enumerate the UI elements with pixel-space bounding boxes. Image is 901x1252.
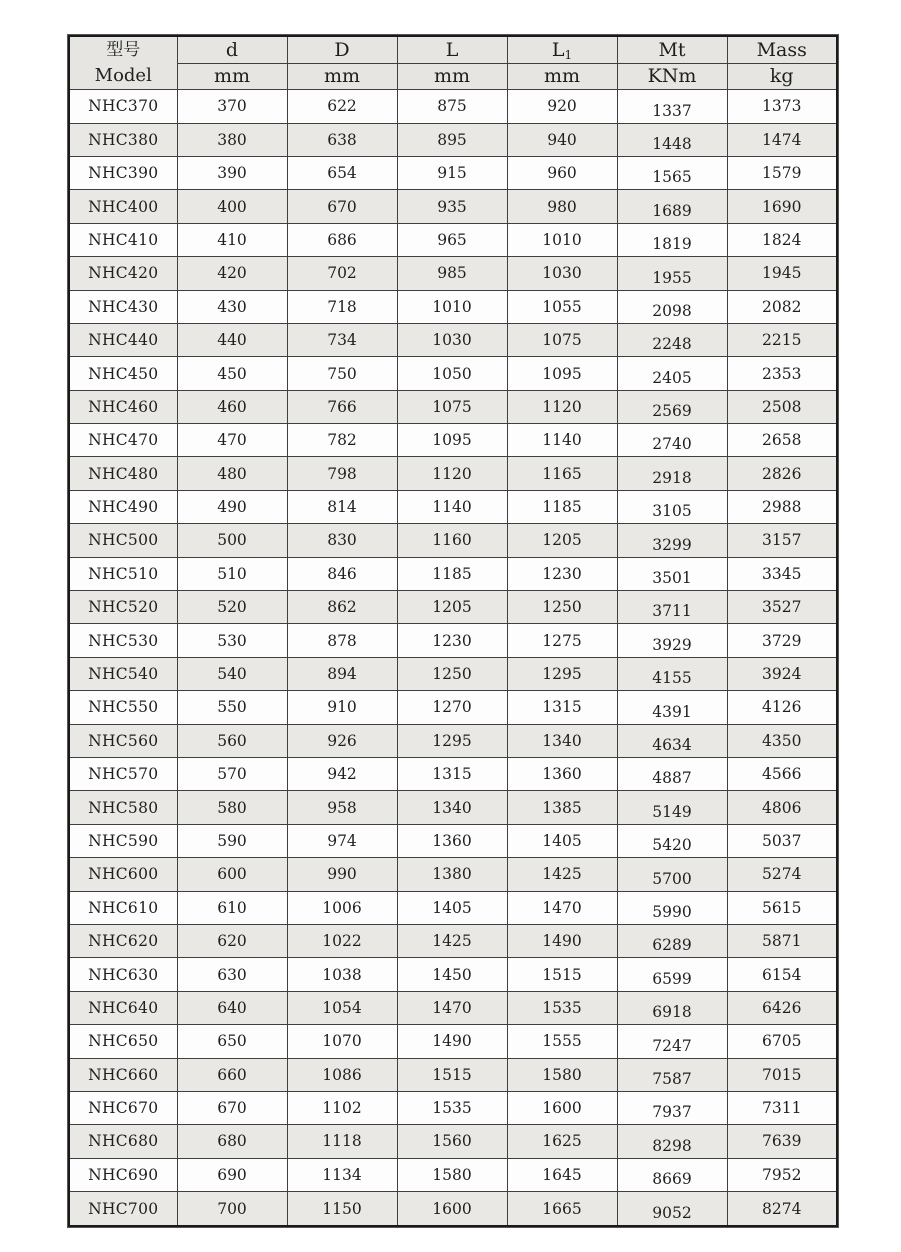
column-header-l1: $L_1$ xyxy=(507,36,617,63)
cell-mass: 2658 xyxy=(727,424,837,457)
cell-d: 450 xyxy=(177,357,287,390)
cell-mass: 7639 xyxy=(727,1125,837,1158)
cell-d: 540 xyxy=(177,657,287,690)
cell-mass: 6154 xyxy=(727,958,837,991)
cell-mt: 3105 xyxy=(617,490,727,523)
cell-mt: 7247 xyxy=(617,1025,727,1058)
cell-d-cap: 750 xyxy=(287,357,397,390)
cell-mass: 2215 xyxy=(727,323,837,356)
cell-model: NHC570 xyxy=(69,758,177,791)
cell-l1: 1030 xyxy=(507,257,617,290)
cell-mass: 5871 xyxy=(727,924,837,957)
cell-l1: 1555 xyxy=(507,1025,617,1058)
cell-model: NHC580 xyxy=(69,791,177,824)
cell-mass: 5615 xyxy=(727,891,837,924)
cell-model: NHC600 xyxy=(69,858,177,891)
cell-l: 1140 xyxy=(397,490,507,523)
cell-l1: 1470 xyxy=(507,891,617,924)
column-unit-d: mm xyxy=(177,63,287,90)
table-row xyxy=(69,357,837,390)
cell-mass: 2826 xyxy=(727,457,837,490)
cell-l1: 1645 xyxy=(507,1158,617,1191)
cell-mass: 1945 xyxy=(727,257,837,290)
cell-mt: 7587 xyxy=(617,1058,727,1091)
cell-model: NHC680 xyxy=(69,1125,177,1158)
cell-d: 600 xyxy=(177,858,287,891)
cell-l1: 1250 xyxy=(507,591,617,624)
cell-d-cap: 1134 xyxy=(287,1158,397,1191)
table-row xyxy=(69,524,837,557)
cell-l1: 1140 xyxy=(507,424,617,457)
table-row xyxy=(69,824,837,857)
cell-d-cap: 1070 xyxy=(287,1025,397,1058)
cell-mass: 6705 xyxy=(727,1025,837,1058)
cell-mass: 3527 xyxy=(727,591,837,624)
cell-mt: 6918 xyxy=(617,991,727,1024)
cell-l: 1340 xyxy=(397,791,507,824)
table-row xyxy=(69,1058,837,1091)
cell-l1: 1360 xyxy=(507,758,617,791)
cell-d-cap: 766 xyxy=(287,390,397,423)
cell-d-cap: 942 xyxy=(287,758,397,791)
cell-d: 400 xyxy=(177,190,287,223)
cell-mt: 2248 xyxy=(617,323,727,356)
table-row xyxy=(69,1158,837,1191)
table-row xyxy=(69,791,837,824)
cell-model: NHC410 xyxy=(69,223,177,256)
cell-mt: 3299 xyxy=(617,524,727,557)
table-row xyxy=(69,1125,837,1158)
cell-mt: 2405 xyxy=(617,357,727,390)
table-row xyxy=(69,90,837,123)
column-header-mass: Mass xyxy=(727,36,837,63)
cell-d-cap: 862 xyxy=(287,591,397,624)
cell-d: 630 xyxy=(177,958,287,991)
cell-mt: 8298 xyxy=(617,1125,727,1158)
cell-model: NHC370 xyxy=(69,90,177,123)
cell-model: NHC590 xyxy=(69,824,177,857)
cell-model: NHC470 xyxy=(69,424,177,457)
table-row xyxy=(69,156,837,189)
cell-l: 1470 xyxy=(397,991,507,1024)
cell-model: NHC560 xyxy=(69,724,177,757)
cell-d: 670 xyxy=(177,1091,287,1124)
cell-mass: 6426 xyxy=(727,991,837,1024)
cell-d: 590 xyxy=(177,824,287,857)
cell-d: 700 xyxy=(177,1192,287,1227)
cell-l1: 1095 xyxy=(507,357,617,390)
cell-l1: 940 xyxy=(507,123,617,156)
cell-l: 875 xyxy=(397,90,507,123)
table-row xyxy=(69,223,837,256)
cell-d: 610 xyxy=(177,891,287,924)
cell-l: 1160 xyxy=(397,524,507,557)
cell-d: 500 xyxy=(177,524,287,557)
cell-l1: 1120 xyxy=(507,390,617,423)
cell-d-cap: 1006 xyxy=(287,891,397,924)
cell-l: 1535 xyxy=(397,1091,507,1124)
column-unit-d: mm xyxy=(287,63,397,90)
table-row xyxy=(69,290,837,323)
cell-l: 1295 xyxy=(397,724,507,757)
table-row xyxy=(69,390,837,423)
cell-d-cap: 798 xyxy=(287,457,397,490)
cell-mass: 7311 xyxy=(727,1091,837,1124)
cell-mass: 3729 xyxy=(727,624,837,657)
cell-l: 1425 xyxy=(397,924,507,957)
cell-d: 460 xyxy=(177,390,287,423)
header-row-names xyxy=(69,36,837,63)
cell-l: 1360 xyxy=(397,824,507,857)
cell-l: 1270 xyxy=(397,691,507,724)
cell-d-cap: 622 xyxy=(287,90,397,123)
cell-d-cap: 926 xyxy=(287,724,397,757)
cell-d-cap: 686 xyxy=(287,223,397,256)
cell-model: NHC430 xyxy=(69,290,177,323)
cell-l: 1560 xyxy=(397,1125,507,1158)
table-row xyxy=(69,591,837,624)
cell-mt: 5990 xyxy=(617,891,727,924)
header-row-units xyxy=(69,63,837,90)
cell-l: 1120 xyxy=(397,457,507,490)
cell-model: NHC490 xyxy=(69,490,177,523)
table-row xyxy=(69,190,837,223)
cell-mass: 2508 xyxy=(727,390,837,423)
column-header-d: D xyxy=(287,36,397,63)
cell-d-cap: 654 xyxy=(287,156,397,189)
cell-model: NHC660 xyxy=(69,1058,177,1091)
cell-l: 935 xyxy=(397,190,507,223)
cell-mass: 1690 xyxy=(727,190,837,223)
cell-d-cap: 1038 xyxy=(287,958,397,991)
cell-model: NHC540 xyxy=(69,657,177,690)
column-header-l: L xyxy=(397,36,507,63)
table-row xyxy=(69,1192,837,1227)
table-row xyxy=(69,891,837,924)
cell-l: 1095 xyxy=(397,424,507,457)
cell-mass: 1824 xyxy=(727,223,837,256)
cell-mass: 5274 xyxy=(727,858,837,891)
cell-d: 440 xyxy=(177,323,287,356)
cell-d: 560 xyxy=(177,724,287,757)
column-unit-mt: KNm xyxy=(617,63,727,90)
table-row xyxy=(69,1025,837,1058)
cell-mt: 3711 xyxy=(617,591,727,624)
cell-model: NHC620 xyxy=(69,924,177,957)
cell-model: NHC630 xyxy=(69,958,177,991)
cell-d: 380 xyxy=(177,123,287,156)
cell-mt: 3501 xyxy=(617,557,727,590)
table-row xyxy=(69,257,837,290)
table-row xyxy=(69,624,837,657)
cell-d-cap: 638 xyxy=(287,123,397,156)
cell-d-cap: 734 xyxy=(287,323,397,356)
cell-l: 1010 xyxy=(397,290,507,323)
cell-l: 1250 xyxy=(397,657,507,690)
cell-d: 490 xyxy=(177,490,287,523)
table-row xyxy=(69,991,837,1024)
cell-d-cap: 910 xyxy=(287,691,397,724)
cell-mt: 1819 xyxy=(617,223,727,256)
cell-l: 965 xyxy=(397,223,507,256)
cell-mt: 9052 xyxy=(617,1192,727,1227)
cell-d-cap: 1102 xyxy=(287,1091,397,1124)
cell-l: 1030 xyxy=(397,323,507,356)
cell-model: NHC400 xyxy=(69,190,177,223)
cell-d: 370 xyxy=(177,90,287,123)
cell-mass: 3924 xyxy=(727,657,837,690)
cell-mt: 2918 xyxy=(617,457,727,490)
cell-d-cap: 782 xyxy=(287,424,397,457)
cell-d: 480 xyxy=(177,457,287,490)
table-row xyxy=(69,1091,837,1124)
table-header xyxy=(69,36,837,90)
cell-l1: 1580 xyxy=(507,1058,617,1091)
cell-mt: 4634 xyxy=(617,724,727,757)
cell-l1: 920 xyxy=(507,90,617,123)
cell-mt: 1689 xyxy=(617,190,727,223)
cell-model: NHC420 xyxy=(69,257,177,290)
cell-model: NHC670 xyxy=(69,1091,177,1124)
cell-model: NHC450 xyxy=(69,357,177,390)
cell-mt: 1565 xyxy=(617,156,727,189)
cell-l: 895 xyxy=(397,123,507,156)
cell-mass: 4126 xyxy=(727,691,837,724)
cell-l: 1515 xyxy=(397,1058,507,1091)
cell-d: 690 xyxy=(177,1158,287,1191)
cell-d-cap: 878 xyxy=(287,624,397,657)
cell-l1: 1490 xyxy=(507,924,617,957)
cell-mass: 5037 xyxy=(727,824,837,857)
cell-l: 1075 xyxy=(397,390,507,423)
cell-model: NHC460 xyxy=(69,390,177,423)
table-row xyxy=(69,958,837,991)
cell-l: 1205 xyxy=(397,591,507,624)
cell-d: 550 xyxy=(177,691,287,724)
cell-d: 410 xyxy=(177,223,287,256)
cell-d-cap: 1118 xyxy=(287,1125,397,1158)
cell-mass: 1474 xyxy=(727,123,837,156)
column-header-d: d xyxy=(177,36,287,63)
cell-l: 1600 xyxy=(397,1192,507,1227)
cell-mt: 6599 xyxy=(617,958,727,991)
cell-d: 430 xyxy=(177,290,287,323)
cell-l: 1580 xyxy=(397,1158,507,1191)
cell-l1: 1385 xyxy=(507,791,617,824)
cell-l1: 960 xyxy=(507,156,617,189)
cell-d: 650 xyxy=(177,1025,287,1058)
cell-model: NHC700 xyxy=(69,1192,177,1227)
table-row xyxy=(69,691,837,724)
cell-mt: 7937 xyxy=(617,1091,727,1124)
cell-l1: 1625 xyxy=(507,1125,617,1158)
table-row xyxy=(69,724,837,757)
cell-model: NHC390 xyxy=(69,156,177,189)
cell-model: NHC610 xyxy=(69,891,177,924)
cell-d: 520 xyxy=(177,591,287,624)
cell-model: NHC640 xyxy=(69,991,177,1024)
cell-l1: 980 xyxy=(507,190,617,223)
cell-d-cap: 990 xyxy=(287,858,397,891)
cell-model: NHC550 xyxy=(69,691,177,724)
cell-l1: 1165 xyxy=(507,457,617,490)
cell-l1: 1185 xyxy=(507,490,617,523)
cell-d-cap: 846 xyxy=(287,557,397,590)
column-unit-l: mm xyxy=(397,63,507,90)
cell-model: NHC440 xyxy=(69,323,177,356)
cell-l1: 1055 xyxy=(507,290,617,323)
cell-mt: 6289 xyxy=(617,924,727,957)
column-header-model xyxy=(69,36,177,90)
cell-mt: 4155 xyxy=(617,657,727,690)
cell-mass: 2353 xyxy=(727,357,837,390)
cell-l1: 1425 xyxy=(507,858,617,891)
cell-mass: 8274 xyxy=(727,1192,837,1227)
cell-mass: 2082 xyxy=(727,290,837,323)
cell-d-cap: 718 xyxy=(287,290,397,323)
cell-l1: 1600 xyxy=(507,1091,617,1124)
cell-d: 640 xyxy=(177,991,287,1024)
model-label-zh: 型号 xyxy=(106,40,141,60)
cell-model: NHC510 xyxy=(69,557,177,590)
cell-d-cap: 1054 xyxy=(287,991,397,1024)
table-row xyxy=(69,657,837,690)
table-row xyxy=(69,457,837,490)
cell-mt: 4887 xyxy=(617,758,727,791)
cell-model: NHC690 xyxy=(69,1158,177,1191)
cell-mass: 2988 xyxy=(727,490,837,523)
cell-d-cap: 1150 xyxy=(287,1192,397,1227)
cell-l1: 1295 xyxy=(507,657,617,690)
cell-l1: 1010 xyxy=(507,223,617,256)
cell-d-cap: 974 xyxy=(287,824,397,857)
cell-l1: 1075 xyxy=(507,323,617,356)
cell-l1: 1230 xyxy=(507,557,617,590)
cell-mt: 4391 xyxy=(617,691,727,724)
cell-l: 1450 xyxy=(397,958,507,991)
cell-d: 660 xyxy=(177,1058,287,1091)
cell-mass: 4566 xyxy=(727,758,837,791)
dimension-spec-table xyxy=(68,35,838,1227)
cell-d: 470 xyxy=(177,424,287,457)
cell-mass: 7015 xyxy=(727,1058,837,1091)
column-unit-mass: kg xyxy=(727,63,837,90)
cell-d-cap: 814 xyxy=(287,490,397,523)
cell-l1: 1405 xyxy=(507,824,617,857)
cell-l1: 1315 xyxy=(507,691,617,724)
cell-l1: 1340 xyxy=(507,724,617,757)
cell-l1: 1275 xyxy=(507,624,617,657)
cell-d: 580 xyxy=(177,791,287,824)
table-row xyxy=(69,557,837,590)
cell-mass: 4350 xyxy=(727,724,837,757)
table-row xyxy=(69,758,837,791)
cell-mt: 1955 xyxy=(617,257,727,290)
cell-mt: 2569 xyxy=(617,390,727,423)
cell-d: 680 xyxy=(177,1125,287,1158)
cell-l: 1405 xyxy=(397,891,507,924)
cell-mt: 2098 xyxy=(617,290,727,323)
cell-mass: 3157 xyxy=(727,524,837,557)
cell-d-cap: 670 xyxy=(287,190,397,223)
cell-mt: 5700 xyxy=(617,858,727,891)
cell-l: 1380 xyxy=(397,858,507,891)
cell-mass: 4806 xyxy=(727,791,837,824)
cell-l1: 1665 xyxy=(507,1192,617,1227)
cell-mass: 7952 xyxy=(727,1158,837,1191)
cell-d: 390 xyxy=(177,156,287,189)
table-row xyxy=(69,123,837,156)
column-unit-l1: mm xyxy=(507,63,617,90)
cell-mt: 1448 xyxy=(617,123,727,156)
cell-model: NHC500 xyxy=(69,524,177,557)
cell-mt: 8669 xyxy=(617,1158,727,1191)
cell-l: 1315 xyxy=(397,758,507,791)
table-row xyxy=(69,490,837,523)
cell-model: NHC650 xyxy=(69,1025,177,1058)
table-row xyxy=(69,858,837,891)
cell-mass: 1579 xyxy=(727,156,837,189)
cell-mt: 2740 xyxy=(617,424,727,457)
model-label-en: Model xyxy=(94,65,152,87)
cell-mt: 5149 xyxy=(617,791,727,824)
cell-d-cap: 894 xyxy=(287,657,397,690)
cell-l1: 1205 xyxy=(507,524,617,557)
cell-mass: 3345 xyxy=(727,557,837,590)
cell-mt: 1337 xyxy=(617,90,727,123)
cell-model: NHC380 xyxy=(69,123,177,156)
cell-l1: 1515 xyxy=(507,958,617,991)
cell-l: 915 xyxy=(397,156,507,189)
cell-d: 510 xyxy=(177,557,287,590)
cell-d-cap: 1022 xyxy=(287,924,397,957)
cell-d-cap: 830 xyxy=(287,524,397,557)
column-header-subscript: 1 xyxy=(564,47,573,62)
cell-d: 530 xyxy=(177,624,287,657)
cell-model: NHC530 xyxy=(69,624,177,657)
cell-model: NHC520 xyxy=(69,591,177,624)
table-body xyxy=(69,90,837,1227)
cell-model: NHC480 xyxy=(69,457,177,490)
cell-d: 570 xyxy=(177,758,287,791)
cell-mt: 5420 xyxy=(617,824,727,857)
cell-mass: 1373 xyxy=(727,90,837,123)
cell-l: 1490 xyxy=(397,1025,507,1058)
cell-l: 1050 xyxy=(397,357,507,390)
cell-l: 1230 xyxy=(397,624,507,657)
cell-l1: 1535 xyxy=(507,991,617,1024)
table-row xyxy=(69,924,837,957)
table-row xyxy=(69,323,837,356)
cell-d: 420 xyxy=(177,257,287,290)
cell-mt: 3929 xyxy=(617,624,727,657)
cell-d-cap: 1086 xyxy=(287,1058,397,1091)
column-header-mt: Mt xyxy=(617,36,727,63)
cell-l: 1185 xyxy=(397,557,507,590)
cell-l: 985 xyxy=(397,257,507,290)
cell-d: 620 xyxy=(177,924,287,957)
cell-d-cap: 958 xyxy=(287,791,397,824)
cell-d-cap: 702 xyxy=(287,257,397,290)
table-row xyxy=(69,424,837,457)
